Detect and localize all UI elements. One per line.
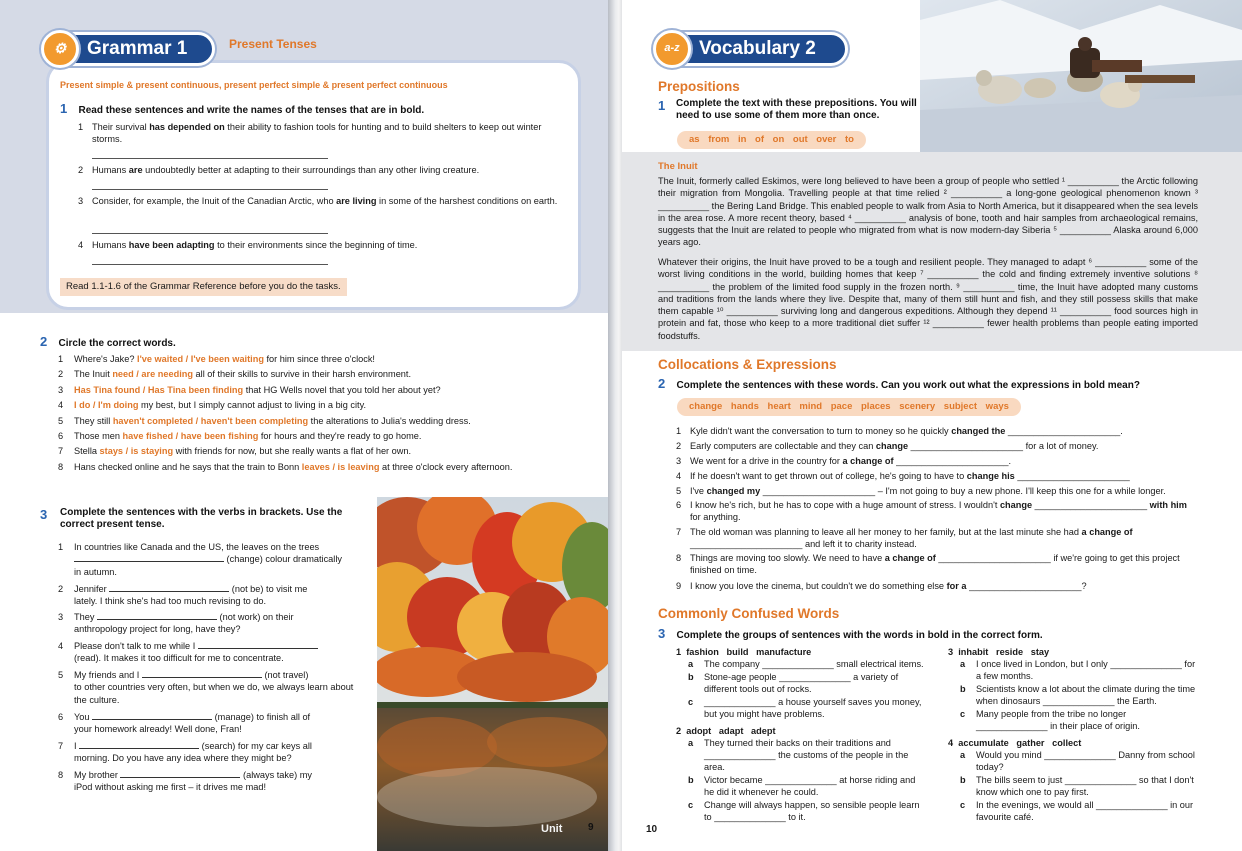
ex3-number: 3 — [40, 507, 48, 522]
inuit-paragraph-1: The Inuit, formerly called Eskimos, were long believed to have been a group of people who settled ¹ __________ the Arctic following their migration from Mongolia. Travelling people at that time relied ² __________ a long-gone geological phenomenon known ³ __________ the Bering Land Bridge. This enabled people to walk from Asia to North America, but it disappeared when the sea levels in the area rose. A more recent theory, based ⁴ __________ analysis of bone, tooth and hair samples from archaeological remains, suggests that the Inuit are related to people who migrated from what is now modern-day Siberia ⁵ __________ Alaska around 6,000 years ago. — [658, 176, 1198, 248]
choice-options: have fished / have been fishing — [122, 431, 259, 441]
blank-line — [79, 741, 199, 749]
item-text: We went for a drive in the country for a change of ______________________. — [690, 456, 1012, 466]
item-number: 1 — [58, 542, 64, 552]
item-text: I've changed my ______________________ – I'm not going to buy a new phone. I'll keep this one for a while longer. — [690, 486, 1166, 496]
item-number: 6 — [58, 431, 64, 441]
colloc-item — [676, 425, 1196, 437]
item-text: They still haven't completed / haven't been completing the alterations to Julia's wedding dress. — [74, 415, 471, 426]
ex3-item — [58, 711, 358, 736]
colloc-item — [676, 485, 1196, 497]
item-text: Consider, for example, the Inuit of the Canadian Arctic, who are living in some of the harshest conditions on earth. — [92, 196, 558, 206]
group-heading — [948, 646, 1196, 658]
group-item — [948, 683, 1196, 707]
item-text: In countries like Canada and the US, the leaves on the trees (change) colour dramatically in autumn. — [74, 542, 342, 577]
item-number: 9 — [676, 581, 682, 591]
group-number: 4 — [948, 738, 959, 748]
item-text: The Inuit need / are needing all of their skills to survive in their harsh environment. — [74, 369, 412, 380]
gear-icon: ⚙ — [41, 30, 79, 68]
item-number: 5 — [676, 486, 682, 496]
item-number: 4 — [78, 240, 84, 250]
item-text: I once lived in London, but I only ______________ for a few months. — [976, 659, 1196, 681]
confused-number: 3 — [658, 626, 666, 641]
item-number: 7 — [58, 741, 64, 751]
confused-instruction: Complete the groups of sentences with the words in bold in the correct form. — [676, 630, 1043, 641]
item-text: Humans have been adapting to their environments since the beginning of time. — [92, 240, 418, 250]
blank-line — [120, 770, 240, 778]
item-text: Humans are undoubtedly better at adapting to their surroundings than any other living creature. — [92, 165, 480, 175]
ex3-instruction: Complete the sentences with the verbs in brackets. Use the correct present tense. — [60, 507, 343, 530]
item-number: 8 — [58, 770, 64, 780]
group-item — [676, 671, 924, 695]
ex2-heading — [40, 334, 176, 351]
bold-expression: change — [999, 500, 1033, 510]
bold-tense: are living — [336, 196, 377, 206]
blank-line — [97, 612, 217, 620]
ex1-heading — [60, 101, 424, 118]
item-number: 8 — [58, 461, 64, 472]
item-number: 6 — [676, 500, 682, 510]
item-text: Change will always happen, so sensible people learn to ______________ to it. — [704, 800, 920, 822]
ex-colloc-heading — [658, 376, 1140, 393]
ex1-item — [78, 240, 558, 252]
colloc-item — [676, 440, 1196, 452]
item-number: 1 — [676, 426, 682, 436]
choice-options: stays / is staying — [99, 446, 174, 457]
ex3-item — [58, 611, 358, 636]
grammar-badge — [50, 32, 215, 66]
item-text: Scientists know a lot about the climate during the time when dinosaurs ______________ the Earth. — [976, 684, 1196, 706]
item-number: 2 — [58, 369, 64, 380]
ex3-item — [58, 640, 358, 665]
item-letter: b — [960, 775, 966, 785]
inuit-text-title: The Inuit — [658, 161, 698, 172]
item-number: 1 — [78, 122, 84, 132]
grammar-exercise-box — [46, 60, 581, 310]
item-text: Hans checked online and he says that the train to Bonn leaves / is leaving at three o'clock every afternoon. — [74, 461, 513, 472]
item-letter: a — [688, 659, 694, 669]
choice-options: leaves / is leaving — [301, 461, 380, 472]
choice-options: I do / I'm doing — [74, 400, 139, 411]
item-number: 4 — [58, 400, 64, 411]
bold-expression: changed my — [706, 486, 761, 496]
bold-expression: a change of — [884, 553, 936, 563]
item-text: Early computers are collectable and they can change ______________________ for a lot of money. — [690, 441, 1099, 451]
group-item — [948, 749, 1196, 773]
grammar-intro: Present simple & present continuous, present perfect simple & present perfect continuous — [60, 80, 448, 90]
confused-group — [676, 646, 924, 721]
item-number: 2 — [58, 584, 64, 594]
confused-group — [948, 737, 1196, 824]
answer-line — [92, 233, 328, 234]
group-words: accumulate gather collect — [958, 738, 1082, 748]
blank-line — [109, 584, 229, 592]
prep-instruction: Complete the text with these prepositions. You will need to use some of them more than once. — [676, 98, 917, 121]
group-item — [676, 658, 924, 670]
ex-prep-heading — [658, 98, 918, 122]
ex3-heading — [40, 507, 370, 531]
item-text: Kyle didn't want the conversation to turn to money so he quickly changed the ______________________. — [690, 426, 1123, 436]
bold-tense: have been adapting — [128, 240, 215, 250]
item-text: They turned their backs on their traditions and ______________ the customs of the people in the area. — [704, 738, 909, 772]
right-page — [622, 0, 1242, 851]
answer-line — [92, 158, 328, 159]
ex2-item — [58, 354, 598, 366]
choice-options: I've waited / I've been waiting — [137, 354, 264, 364]
ex2-item — [58, 446, 598, 458]
item-letter: a — [960, 750, 966, 760]
bold-tense: has depended on — [149, 122, 225, 132]
group-item — [948, 708, 1196, 732]
ex2-item — [58, 369, 598, 381]
ex2-item — [58, 400, 598, 412]
ex2-instruction: Circle the correct words. — [58, 338, 176, 349]
item-number: 5 — [58, 415, 64, 426]
item-text: The bills seem to just ______________ so that I don't know which one to pay first. — [976, 775, 1194, 797]
item-text: Jennifer (not be) to visit me lately. I think she's had too much revising to do. — [74, 584, 308, 607]
item-text: ______________ a house yourself saves you money, but you might have problems. — [704, 697, 922, 719]
item-text: The old woman was planning to leave all her money to her family, but at the last minute she had a change of ______________________ and left it to charity instead. — [690, 527, 1133, 549]
item-text: They (not work) on their anthropology project for long, have they? — [74, 612, 294, 635]
ex2-number: 2 — [40, 334, 48, 349]
confused-group — [948, 646, 1196, 733]
group-item — [676, 737, 924, 773]
item-number: 4 — [676, 471, 682, 481]
item-text: Stone-age people ______________ a variety of different tools out of rocks. — [704, 672, 899, 694]
confused-words-title: Commonly Confused Words — [658, 606, 840, 621]
item-number: 8 — [676, 553, 682, 563]
item-letter: b — [960, 684, 966, 694]
choice-options: Has Tina found / Has Tina been finding — [74, 384, 244, 395]
group-heading — [676, 646, 924, 658]
ex2-item — [58, 462, 598, 474]
item-text: Those men have fished / have been fishing for hours and they're ready to go home. — [74, 431, 422, 441]
item-text: I know you love the cinema, but couldn't we do something else for a ______________________? — [690, 581, 1087, 591]
colloc-item — [676, 499, 1196, 523]
answer-line — [92, 264, 328, 265]
group-number: 1 — [676, 647, 687, 657]
colloc-item — [676, 470, 1196, 482]
item-text: Would you mind ______________ Danny from school today? — [976, 750, 1195, 772]
item-letter: b — [688, 775, 694, 785]
group-item — [948, 658, 1196, 682]
item-number: 2 — [676, 441, 682, 451]
item-text: Things are moving too slowly. We need to have a change of ______________________ if we're going to get this project finished on time. — [690, 553, 1180, 575]
blank-line — [74, 554, 224, 562]
item-letter: c — [688, 800, 694, 810]
item-number: 2 — [78, 165, 84, 175]
collocations-wordbox: change hands heart mind pace places scenery subject ways — [677, 398, 1021, 416]
ex2-item — [58, 385, 598, 397]
group-item — [676, 696, 924, 720]
collocations-title: Collocations & Expressions — [658, 357, 837, 372]
item-number: 3 — [58, 612, 64, 622]
item-text: I know he's rich, but he has to cope with a huge amount of stress. I wouldn't change ______________________ with him for anything. — [690, 500, 1187, 522]
left-page — [0, 0, 612, 851]
bold-expression: for a — [946, 581, 967, 591]
sled-dog-photo — [920, 0, 1242, 152]
item-letter: c — [688, 697, 694, 707]
grammar-subtitle: Present Tenses — [229, 37, 317, 51]
colloc-item — [676, 552, 1196, 576]
ex3-item — [58, 541, 358, 578]
page-number-right: 10 — [646, 824, 658, 835]
item-letter: b — [688, 672, 694, 682]
blank-line — [198, 641, 318, 649]
ex1-number: 1 — [60, 101, 68, 116]
item-letter: a — [960, 659, 966, 669]
ex3-item — [58, 769, 358, 794]
ex-confused-heading — [658, 626, 1043, 643]
ex1-item — [78, 122, 558, 145]
item-text: Victor became ______________ at horse riding and he did it whenever he could. — [704, 775, 916, 797]
item-text: In the evenings, we would all ______________ in our favourite café. — [976, 800, 1194, 822]
unit-label: Unit — [541, 823, 563, 835]
ex1-instruction: Read these sentences and write the names of the tenses that are in bold. — [78, 105, 425, 116]
item-letter: a — [688, 738, 694, 748]
item-text: You (manage) to finish all of your homework already! Well done, Fran! — [74, 712, 311, 735]
bold-tense: are — [128, 165, 143, 175]
ex3-item — [58, 669, 358, 706]
bold-expression: changed the — [951, 426, 1006, 436]
colloc-instruction: Complete the sentences with these words. Can you work out what the expressions in bold mean? — [676, 380, 1140, 391]
item-text: Their survival has depended on their ability to fashion tools for hunting and to build shelters to keep out winter storms. — [92, 122, 542, 144]
group-item — [676, 799, 924, 823]
grammar-badge-label: Grammar 1 — [87, 38, 188, 60]
item-text: Many people from the tribe no longer ______________ in their place of origin. — [976, 709, 1140, 731]
colloc-item — [676, 455, 1196, 467]
group-item — [676, 774, 924, 798]
item-text: Where's Jake? I've waited / I've been waiting for him since three o'clock! — [74, 354, 375, 364]
group-heading — [676, 725, 924, 737]
item-text: My friends and I (not travel) to other countries very often, but when we do, we always learn about the culture. — [74, 670, 354, 705]
blank-line — [92, 712, 212, 720]
group-words: fashion build manufacture — [686, 647, 812, 657]
prep-number: 1 — [658, 98, 666, 113]
item-text: My brother (always take) my iPod without asking me first – it drives me mad! — [74, 770, 312, 793]
item-text: Stella stays / is staying with friends for now, but she really wants a flat of her own. — [74, 446, 412, 457]
ex2-item — [58, 431, 598, 443]
vocabulary-badge-label: Vocabulary 2 — [699, 38, 816, 60]
choice-options: need / are needing — [112, 369, 193, 380]
item-number: 3 — [676, 456, 682, 466]
item-number: 7 — [58, 446, 64, 457]
bold-expression: with him — [1149, 500, 1187, 510]
bold-expression: a change of — [1081, 527, 1133, 537]
a-z-icon: a-z — [653, 30, 691, 68]
prepositions-wordbox: as from in of on out over to — [677, 131, 866, 149]
ex1-item — [78, 165, 558, 177]
item-text: If he doesn't want to get thrown out of college, he's going to have to change his ______________________ — [690, 471, 1130, 481]
group-words: inhabit reside stay — [958, 647, 1050, 657]
bold-expression: change — [875, 441, 909, 451]
item-text: I do / I'm doing my best, but I simply cannot adjust to living in a big city. — [74, 400, 367, 411]
inuit-paragraph-2: Whatever their origins, the Inuit have proved to be a tough and resilient people. They managed to adapt ⁶ __________ some of the worst living conditions in the world, building homes that keep ⁷ __________ the cold and finding extremely inventive solutions ⁸ __________ the problem of the limited food supply in the frozen north. ⁹ __________ time, the Inuit have adopted many customs and traditions from the lands where they live. Despite that, many of them still hunt and fish, and they still possess skills that make them capable ¹⁰ __________ surviving long and dangerous expeditions. Although they depend ¹¹ __________ food sources high in protein and fat, those who keep to a more traditional diet suffer ¹² __________ fewer health problems than people eating imported foodstuffs. — [658, 257, 1198, 341]
item-number: 7 — [676, 527, 682, 537]
item-letter: c — [960, 709, 966, 719]
grammar-reference-note: Read 1.1-1.6 of the Grammar Reference before you do the tasks. — [60, 278, 347, 296]
choice-options: haven't completed / haven't been completing — [112, 415, 309, 426]
ex3-item — [58, 583, 358, 608]
item-text: Please don't talk to me while I (read). It makes it too difficult for me to concentrate. — [74, 640, 358, 665]
item-number: 3 — [58, 384, 64, 395]
item-text: The company ______________ small electrical items. — [704, 659, 924, 669]
group-item — [948, 799, 1196, 823]
bold-expression: a change of — [842, 456, 894, 466]
item-text: Has Tina found / Has Tina been finding that HG Wells novel that you told her about yet? — [74, 384, 441, 395]
prepositions-title: Prepositions — [658, 79, 740, 94]
group-number: 3 — [948, 647, 959, 657]
group-number: 2 — [676, 726, 687, 736]
ex2-item — [58, 416, 598, 428]
answer-line — [92, 189, 328, 190]
group-item — [948, 774, 1196, 798]
colloc-number: 2 — [658, 376, 666, 391]
group-heading — [948, 737, 1196, 749]
page-number-left: 9 — [588, 822, 594, 833]
item-number: 5 — [58, 670, 64, 680]
item-number: 6 — [58, 712, 64, 722]
autumn-lake-photo — [377, 497, 612, 851]
ex3-item — [58, 740, 358, 765]
ex1-item — [78, 196, 558, 208]
item-text: I (search) for my car keys all morning. Do you have any idea where they might be? — [74, 741, 312, 764]
group-words: adopt adapt adept — [686, 726, 776, 736]
item-number: 3 — [78, 196, 84, 206]
vocabulary-badge — [662, 32, 848, 66]
item-number: 1 — [58, 354, 64, 364]
bold-expression: change his — [966, 471, 1015, 481]
blank-line — [142, 670, 262, 678]
item-number: 4 — [58, 641, 64, 651]
colloc-item — [676, 580, 1196, 592]
colloc-item — [676, 526, 1196, 550]
confused-group — [676, 725, 924, 824]
item-letter: c — [960, 800, 966, 810]
